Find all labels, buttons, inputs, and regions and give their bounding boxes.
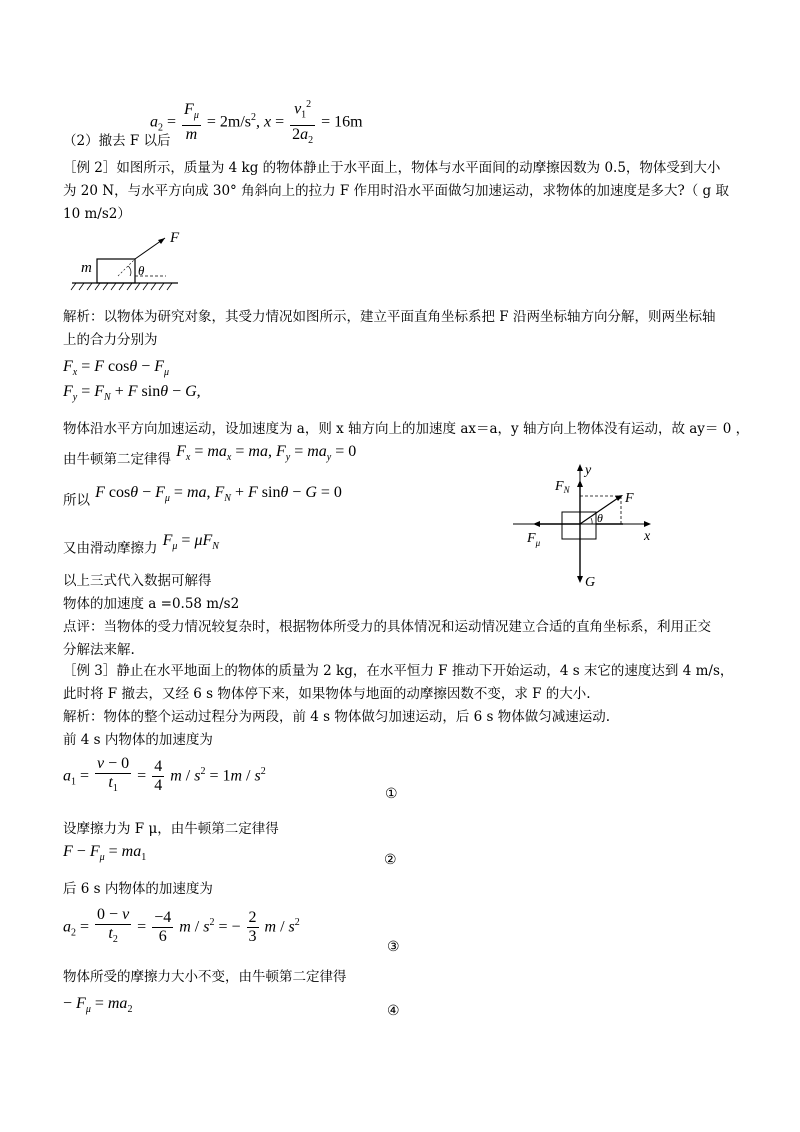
label-y: y <box>585 463 592 478</box>
example3-line1: ［例 3］静止在水平地面上的物体的质量为 2 kg，在水平恒力 F 推动下开始运动，4 s 末它的速度达到 4 m/s， <box>63 663 734 679</box>
newton-text: 由牛顿第二定律得 <box>63 451 171 468</box>
equation-combined: F $\cos\theta - F_\mu$ = ma, $F_N + F$ sinθ − G = 0 <box>95 484 342 505</box>
solution2-line2: 上的合力分别为 <box>63 332 158 348</box>
so-line <box>63 484 342 511</box>
equation-fx: $F_x = F$ $\cos\theta - F_\mu$ <box>63 358 170 379</box>
marker-3: ③ <box>387 939 400 955</box>
comment-line1: 点评：当物体的受力情况较复杂时，根据物体所受力的具体情况和运动情况建立合适的直角坐标系，利用正交 <box>63 619 711 635</box>
example3-sol5: 物体所受的摩擦力大小不变，由牛顿第二定律得 <box>63 969 347 985</box>
example2-line2: 为 20 N，与水平方向成 30° 角斜向上的拉力 F 作用时沿水平面做匀加速运动，求物体的加速度是多大?（ g 取 <box>63 183 729 199</box>
equation-a2: $a_2$ = $\frac{0 - v}{t_2}$ = $\frac{-4}{6}$ m / $s^2$ = − $\frac{2}{3}$ m / $s^2$ <box>63 906 300 946</box>
friction-text: 又由滑动摩擦力 <box>63 540 158 557</box>
marker-1: ① <box>385 786 398 802</box>
example2-line3: 10 m/s2） <box>63 206 131 222</box>
free-body-diagram <box>505 462 665 590</box>
example3-line2: 此时将 F 撤去，又经 6 s 物体停下来，如果物体与地面的动摩擦因数不变，求 F 的大小. <box>63 686 591 702</box>
example3-sol3: 设摩擦力为 F μ，由牛顿第二定律得 <box>63 821 279 837</box>
svg-text:Fμ <box>526 531 541 548</box>
friction-line <box>63 532 219 559</box>
so-text: 所以 <box>63 492 90 509</box>
label-force-f: F <box>625 491 634 506</box>
solution2-line3: 物体沿水平方向加速运动，设加速度为 a，则 x 轴方向上的加速度 ax＝a，y 轴方向上物体没有运动，故 ay＝ 0 ， <box>63 421 750 437</box>
equation-friction: $F_\mu = \mu F_N$ <box>162 532 219 553</box>
label-fn-sub: N <box>563 485 570 495</box>
newton-line <box>63 443 357 470</box>
label-x: x <box>644 529 651 544</box>
svg-text:FN <box>554 479 571 495</box>
example3-sol2: 前 4 s 内物体的加速度为 <box>63 732 213 748</box>
label-fmu: F <box>527 531 536 546</box>
solution2-line1: 解析：以物体为研究对象，其受力情况如图所示，建立平面直角坐标系把 F 沿两坐标轴方向分解，则两坐标轴 <box>63 309 716 325</box>
label-theta: θ <box>138 263 145 278</box>
label-theta2: θ <box>597 511 603 525</box>
marker-2: ② <box>384 852 397 868</box>
example3-sol4: 后 6 s 内物体的加速度为 <box>63 881 213 897</box>
equation-a1: $a_1$ = $\frac{v - 0}{t_1}$ = $\frac{4}{4}$ $m / s^2 = 1m / s^2$ <box>63 755 266 795</box>
combine-text: 以上三式代入数据可解得 <box>63 573 212 589</box>
label-F: F <box>170 230 180 246</box>
label-fn: F <box>555 479 564 494</box>
equation-neg-fmu: − $F_\mu = ma_2$ <box>63 995 133 1016</box>
comment-line2: 分解法来解. <box>63 642 135 658</box>
block-force-diagram <box>70 228 210 298</box>
equation-fy: $F_y = F_N + F$ sinθ − G, <box>63 383 201 404</box>
result-text: 物体的加速度 a =0.58 m/s2 <box>63 596 240 612</box>
equation-a2-top: $a_2$ = $\frac{F_\mu}{m}$ = $2m/s^2$, x = $\frac{v_1^2}{2a_2}$ = 16m <box>150 96 363 150</box>
marker-4: ④ <box>387 1003 400 1019</box>
part2-label: （2）撤去 F 以后 <box>63 133 171 149</box>
label-fmu-sub: μ <box>535 538 541 548</box>
label-g: G <box>585 575 596 590</box>
label-m: m <box>81 260 92 276</box>
example3-sol1: 解析：物体的整个运动过程分为两段，前 4 s 物体做匀加速运动，后 6 s 物体做匀减速运动. <box>63 709 611 725</box>
example2-line1: ［例 2］如图所示，质量为 4 kg 的物体静止于水平面上，物体与水平面间的动摩擦因数为 0.5，物体受到大小 <box>63 160 721 176</box>
equation-newton: $F_x = ma_x$ = ma, $F_y = ma_y = 0$ <box>176 443 357 464</box>
equation-f-minus-fmu: $F - F_\mu = ma_1$ <box>63 843 147 864</box>
